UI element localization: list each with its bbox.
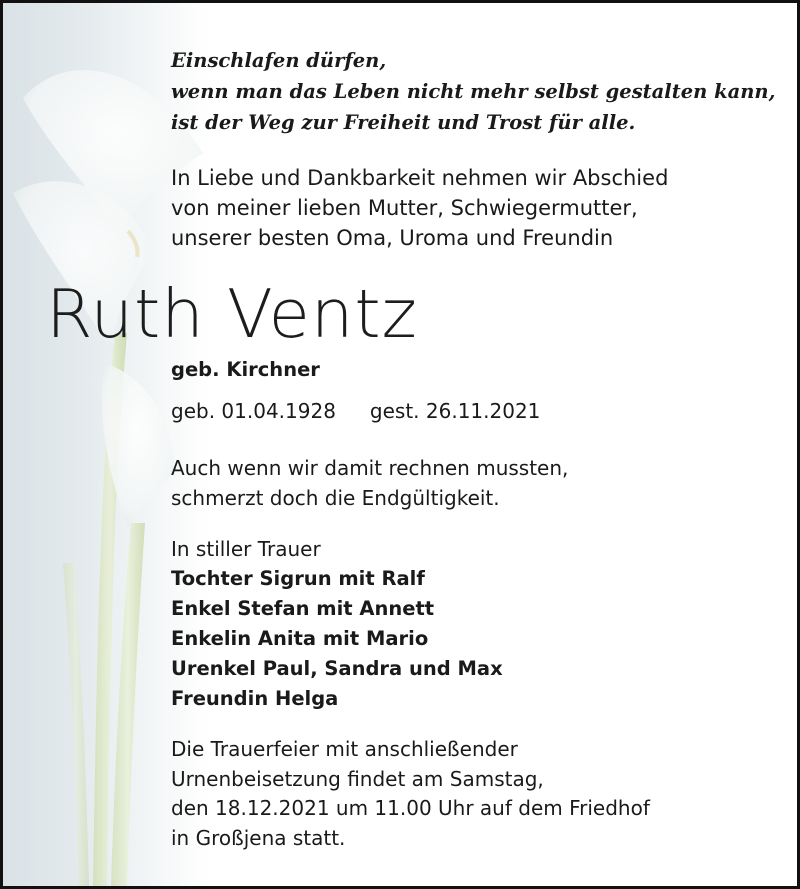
notice-text [3, 3, 797, 886]
funeral-line: Die Trauerfeier mit anschließender [171, 737, 518, 761]
intro-line: unserer besten Oma, Uroma und Freundin [171, 226, 614, 250]
mourning-heading: In stiller Trauer [171, 537, 321, 561]
funeral-line: den 18.12.2021 um 11.00 Uhr auf dem Friedhof [171, 796, 650, 820]
motto-line: schmerzt doch die Endgültigkeit. [171, 486, 500, 510]
birth-date: geb. 01.04.1928 [171, 399, 336, 423]
funeral-details [171, 735, 650, 853]
quote-line: ist der Weg zur Freiheit und Trost für alle. [171, 111, 636, 134]
quote-line: wenn man das Leben nicht mehr selbst gestalten kann, [171, 80, 776, 103]
opening-quote [171, 45, 775, 138]
mourner-item: Freundin Helga [171, 687, 339, 710]
death-date: gest. 26.11.2021 [369, 399, 541, 423]
mourner-item: Tochter Sigrun mit Ralf [171, 567, 425, 590]
mourner-item: Enkel Stefan mit Annett [171, 597, 435, 620]
deceased-name: Ruth Ventz [46, 275, 418, 353]
farewell-intro [171, 163, 668, 253]
funeral-line: in Großjena statt. [171, 825, 346, 850]
funeral-line: Urnenbeisetzung findet am Samstag, [171, 766, 544, 791]
motto-line: Auch wenn wir damit rechnen mussten, [171, 456, 569, 480]
intro-line: In Liebe und Dankbarkeit nehmen wir Abschied [171, 166, 669, 190]
quote-line: Einschlafen dürfen, [171, 49, 387, 72]
grief-motto [171, 453, 568, 513]
mourners-list [171, 564, 503, 714]
life-dates [171, 396, 540, 426]
mourner-item: Enkelin Anita mit Mario [171, 627, 429, 650]
mourner-item: Urenkel Paul, Sandra und Max [171, 657, 503, 680]
intro-line: von meiner lieben Mutter, Schwiegermutter, [171, 196, 638, 220]
birth-name: geb. Kirchner [171, 358, 320, 381]
